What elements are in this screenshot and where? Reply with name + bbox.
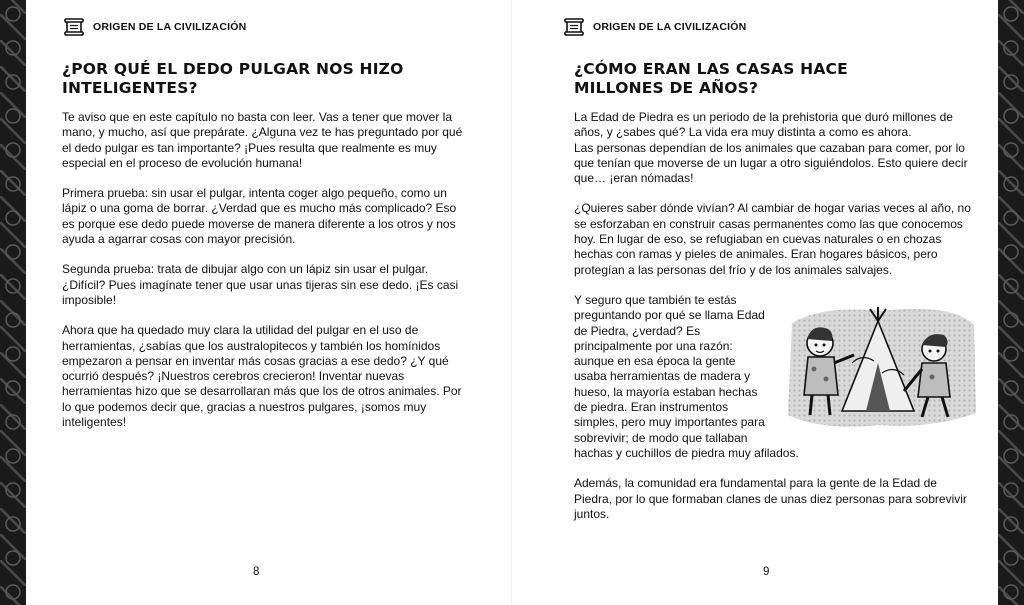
cave-people-hut-illustration — [782, 303, 980, 431]
paragraph: Las personas dependían de los animales que cazaban para comer, por lo que tenían que moverse de un lugar a otro siguiéndolos. Esto quiere decir que… ¡eran nómadas! — [574, 140, 968, 186]
chapter-header: ORIGEN DE LA CIVILIZACIÓN — [93, 21, 247, 33]
section-title: ¿POR QUÉ EL DEDO PULGAR NOS HIZO INTELIGENTES? — [62, 60, 404, 97]
page-number: 8 — [253, 566, 260, 578]
paragraph: Además, la comunidad era fundamental para la gente de la Edad de Piedra, por lo que formaban clanes de unas diez personas para sobrevivir juntos. — [574, 476, 967, 521]
paragraph: Ahora que ha quedado muy clara la utilidad del pulgar en el uso de herramientas, ¿sabías que los australopitecos y también los homínidos empezaron a pensar en inventar más cosas gracias a ese dedo? ¿Y qué ocurrió después? ¡Nuestros cerebros crecieron! Inventar nuevas herramientas hizo que se desarrollaran más que los de otros animales. Por lo que podemos decir que, gracias a nuestros pulgares, ¡somos muy inteligentes! — [62, 323, 462, 430]
paragraph: Te aviso que en este capítulo no basta con leer. Vas a tener que mover la mano, y mucho, así que prepárate. ¿Alguna vez te has preguntado por qué el dedo pulgar es tan importante? ¡Pues resulta que realmente es muy especial en el proceso de evolución humana! — [62, 110, 463, 170]
chapter-header: ORIGEN DE LA CIVILIZACIÓN — [593, 21, 747, 33]
decorative-edge-right — [998, 0, 1024, 605]
section-title: ¿CÓMO ERAN LAS CASAS HACE MILLONES DE AÑOS? — [574, 60, 848, 97]
scroll-icon — [564, 18, 584, 36]
left-page-header — [64, 18, 246, 36]
page-number: 9 — [763, 566, 770, 578]
right-page — [512, 0, 998, 605]
paragraph: Primera prueba: sin usar el pulgar, intenta coger algo pequeño, como un lápiz o una goma de borrar. ¿Verdad que es mucho más complicado? Eso es porque ese dedo puede moverse de manera diferente a los otros y nos ayuda a agarrar cosas con mayor precisión. — [62, 186, 457, 247]
body-text — [62, 110, 467, 445]
paragraph: Y seguro que también te estás preguntando por qué se llama Edad de Piedra, ¿verdad? Es principalmente por una razón: aunque en esa época la gente usaba herramientas de madera y hueso, la mayoría estaban hechas de piedra. Eran instrumentos simples, pero muy importantes para sobrevivir; de modo que tallaban hachas y cuchillos de piedra muy afilados. — [574, 292, 799, 460]
body-text — [574, 110, 972, 537]
left-page — [26, 0, 511, 605]
paragraph: ¿Quieres saber dónde vivían? Al cambiar de hogar varias veces al año, no se esforzaban en construir casas permanentes como las que conocemos hoy. En lugar de eso, se refugiaban en cuevas naturales o en chozas hechas con ramas y pieles de animales. Eran hogares básicos, pero protegían a las personas del frío y de los animales salvajes. — [574, 201, 971, 277]
paragraph: La Edad de Piedra es un periodo de la prehistoria que duró millones de años, y ¿sabes qué? La vida era muy distinta a como es ahora. — [574, 110, 953, 140]
scroll-icon — [64, 18, 84, 36]
decorative-edge-left — [0, 0, 26, 605]
right-page-header — [564, 18, 746, 36]
paragraph: Segunda prueba: trata de dibujar algo con un lápiz sin usar el pulgar. ¿Difícil? Pues imagínate tener que usar unas tijeras sin ese dedo. ¡Es casi imposible! — [62, 262, 459, 307]
